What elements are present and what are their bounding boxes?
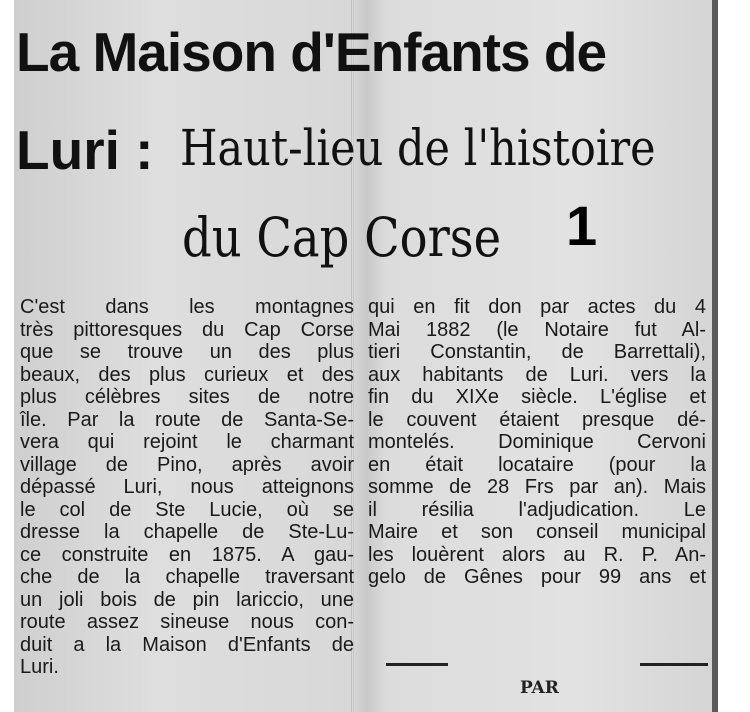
text-line: que se trouve un des plus xyxy=(20,341,354,363)
divider-rule-right xyxy=(640,663,708,666)
text-line: fin du XIXe siècle. L'église et xyxy=(368,386,706,408)
text-line: vera qui rejoint le charmant xyxy=(20,431,354,453)
text-line: dresse la chapelle de Ste-Lu- xyxy=(20,521,354,543)
article-column-2 xyxy=(368,296,706,589)
headline-line-3: du Cap Corse xyxy=(182,206,502,269)
text-line: le couvent étaient presque dé- xyxy=(368,408,706,431)
headline-line-1: La Maison d'Enfants de xyxy=(16,21,607,83)
headline-line-2-start: Luri : xyxy=(16,119,154,181)
text-line: duit a la Maison d'Enfants de xyxy=(20,633,354,656)
article-column-1 xyxy=(20,296,354,679)
text-line: Mai 1882 (le Notaire fut Al- xyxy=(368,318,706,341)
text-line: plus célèbres sites de notre xyxy=(20,386,354,408)
clipping-edge xyxy=(712,0,718,712)
byline: PAR xyxy=(520,678,559,698)
text-line: ce construite en 1875. A gau- xyxy=(20,543,354,566)
text-line: somme de 28 Frs par an). Mais xyxy=(368,476,706,498)
text-line: il résilia l'adjudication. Le xyxy=(368,498,706,521)
text-line: très pittoresques du Cap Corse xyxy=(20,318,354,341)
text-line: en était locataire (pour la xyxy=(368,453,706,476)
text-line: village de Pino, après avoir xyxy=(20,453,354,476)
text-line: beaux, des plus curieux et des xyxy=(20,363,354,386)
text-line: che de la chapelle traversant xyxy=(20,566,354,588)
page-number: 1 xyxy=(566,194,598,257)
text-line: le col de Ste Lucie, où se xyxy=(20,498,354,521)
text-line: dépassé Luri, nous atteignons xyxy=(20,476,354,498)
text-line: montelés. Dominique Cervoni xyxy=(368,431,706,453)
text-line: un joli bois de pin lariccio, une xyxy=(20,588,354,611)
text-line: tieri Constantin, de Barrettali), xyxy=(368,341,706,363)
text-line: Maire et son conseil municipal xyxy=(368,521,706,543)
text-line: île. Par la route de Santa-Se- xyxy=(20,408,354,431)
text-line: gelo de Gênes pour 99 ans et xyxy=(368,566,706,588)
text-line: Luri. xyxy=(20,656,59,678)
text-line: aux habitants de Luri. vers la xyxy=(368,363,706,386)
headline-line-2-rest: Haut-lieu de l'histoire xyxy=(180,119,656,177)
divider-rule-left xyxy=(386,663,448,666)
text-line: route assez sineuse nous con- xyxy=(20,611,354,633)
text-line: les louèrent alors au R. P. An- xyxy=(368,543,706,566)
text-line: qui en fit don par actes du 4 xyxy=(368,296,706,318)
text-line: C'est dans les montagnes xyxy=(20,296,354,318)
